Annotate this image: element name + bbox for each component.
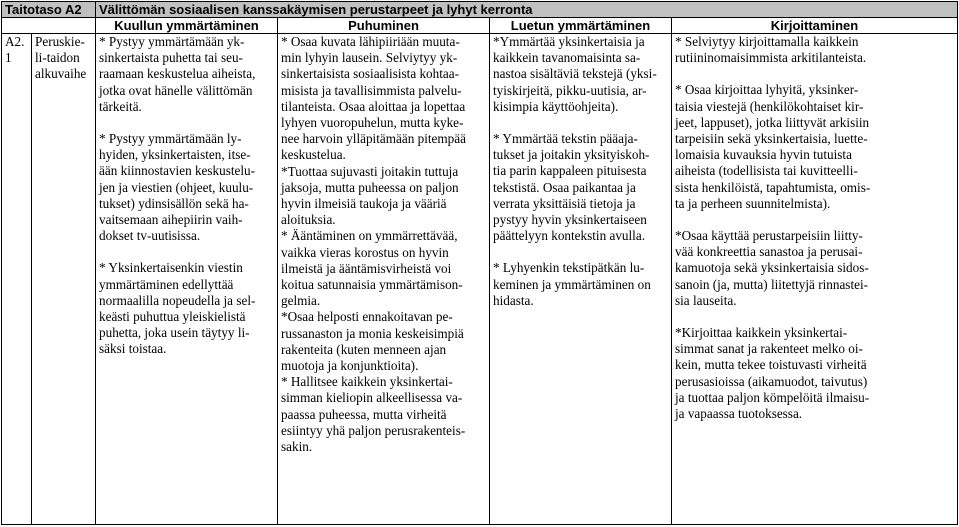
level-row: [2, 34, 958, 525]
level-name-cell: [32, 34, 96, 525]
column-header-speaking: Puhuminen: [278, 18, 490, 34]
writing-paragraph: *Osaa käyttää perustarpeisiin liitty- vää konkreettia sanastoa ja perusai- kamuotoja sekä yksinkertaisia sidos- sanoin (ja, mutta) liitettyjä rinnastei- sia lauseita.: [675, 228, 869, 308]
speaking-paragraph: * Osaa kuvata lähipiiriään muuta- min lyhyin lausein. Selviytyy yk- sinkertaisista sosiaalisista kohtaa- misista ja tavallisimmista palvelu- tilanteista. Osaa aloittaa ja lopettaa lyhyen vuoropuhelun, mutta kyke- nee harvoin ylläpitämään pitempää keskustelua. *Tuottaa sujuvasti joitakin tuttuja jaksoja, mutta puheessa on paljon hyvin ilmeisiä taukoja ja vääriä aloituksia. * Ääntäminen on ymmärrettävää, vaikka vieras korostus on hyvin ilmeistä ja ääntämisvirheistä voi koitua satunnaisia ymmärtämison- gelmia. *Osaa helposti ennakoitavan pe- russanaston ja monia keskeisimpiä rakenteita (kuten menneen ajan muotoja ja konjunktioita). * Hallitsee kaikkein yksinkertai- simman kieliopin alkeellisessa va- paassa puheessa, mutta virheitä esiintyy yhä paljon perusrakenteis- sakin.: [281, 34, 466, 455]
column-header-row: [2, 18, 958, 34]
listening-paragraph: * Yksinkertaisenkin viestin ymmärtäminen edellyttää normaalilla nopeudella ja sel- keästi puhuttua yleiskielistä puhetta, joka usein täytyy li- säksi toistaa.: [99, 260, 256, 357]
writing-paragraph: * Osaa kirjoittaa lyhyitä, yksinker- taisia viestejä (henkilökohtaiset kir- jeet, lappuset), jotka liittyvät arkisiin tarpeisiin sekä yksinkertaisia, luette- lomaisia kuvauksia hyvin tutuista aiheista (todellisista tai kuvitteelli- sista henkilöistä, tapahtumista, omis- ta ja perheen suunnitelmista).: [675, 82, 871, 211]
reading-paragraph: * Lyhyenkin tekstipätkän lu- keminen ja ymmärtäminen on hidasta.: [493, 260, 651, 308]
column-header-listening: Kuullun ymmärtäminen: [96, 18, 278, 34]
title-row: [2, 2, 958, 18]
empty-header-cell: [2, 18, 96, 34]
listening-paragraph: * Pystyy ymmärtämään yk- sinkertaista puhetta tai seu- raamaan keskustelua aiheista, jotka ovat hänelle välittömän tärkeitä.: [99, 34, 256, 114]
listening-cell: [96, 34, 278, 525]
reading-cell: [490, 34, 672, 525]
listening-paragraph: * Pystyy ymmärtämään ly- hyiden, yksinkertaisten, itse- ään kiinnostavien keskustelu- jen ja viestien (ohjeet, kuulu- tukset) ydinsisällön sekä ha- vaitsemaan aihepiirin vaih- dokset tv-uutisissa.: [99, 131, 256, 244]
main-title: Välittömän sosiaalisen kanssakäymisen perustarpeet ja lyhyt kerronta: [96, 2, 958, 18]
proficiency-level-table: [1, 1, 958, 525]
level-title: Taitotaso A2: [2, 2, 96, 18]
level-name: Peruskie- li-taidon alkuvaihe: [35, 34, 87, 82]
level-code-cell: [2, 34, 32, 525]
reading-paragraph: *Ymmärtää yksinkertaisia ja kaikkein tavanomaisinta sa- nastoa sisältäviä tekstejä (yksi- tyiskirjeitä, pikku-uutisia, ar- kisimpia käyttöohjeita).: [493, 34, 657, 114]
column-header-writing: Kirjoittaminen: [672, 18, 958, 34]
speaking-cell: [278, 34, 490, 525]
writing-paragraph: * Selviytyy kirjoittamalla kaikkein rutiininomaisimmista arkitilanteista.: [675, 34, 867, 66]
level-code: A2. 1: [5, 34, 25, 66]
reading-paragraph: * Ymmärtää tekstin pääaja- tukset ja joitakin yksityiskoh- tia parin kappaleen pituisesta tekstistä. Osaa paikantaa ja verrata yksittäisiä tietoja ja pystyy hyvin yksinkertaiseen päättelyyn kontekstin avulla.: [493, 131, 650, 244]
column-header-reading: Luetun ymmärtäminen: [490, 18, 672, 34]
writing-cell: [672, 34, 958, 525]
writing-paragraph: *Kirjoittaa kaikkein yksinkertai- simmat sanat ja rakenteet melko oi- kein, mutta tekee toistuvasti virheitä perusasioissa (aikamuodot, taivutus) ja tuottaa paljon kömpelöitä ilmaisu- ja vapaassa tuotoksessa.: [675, 325, 870, 422]
